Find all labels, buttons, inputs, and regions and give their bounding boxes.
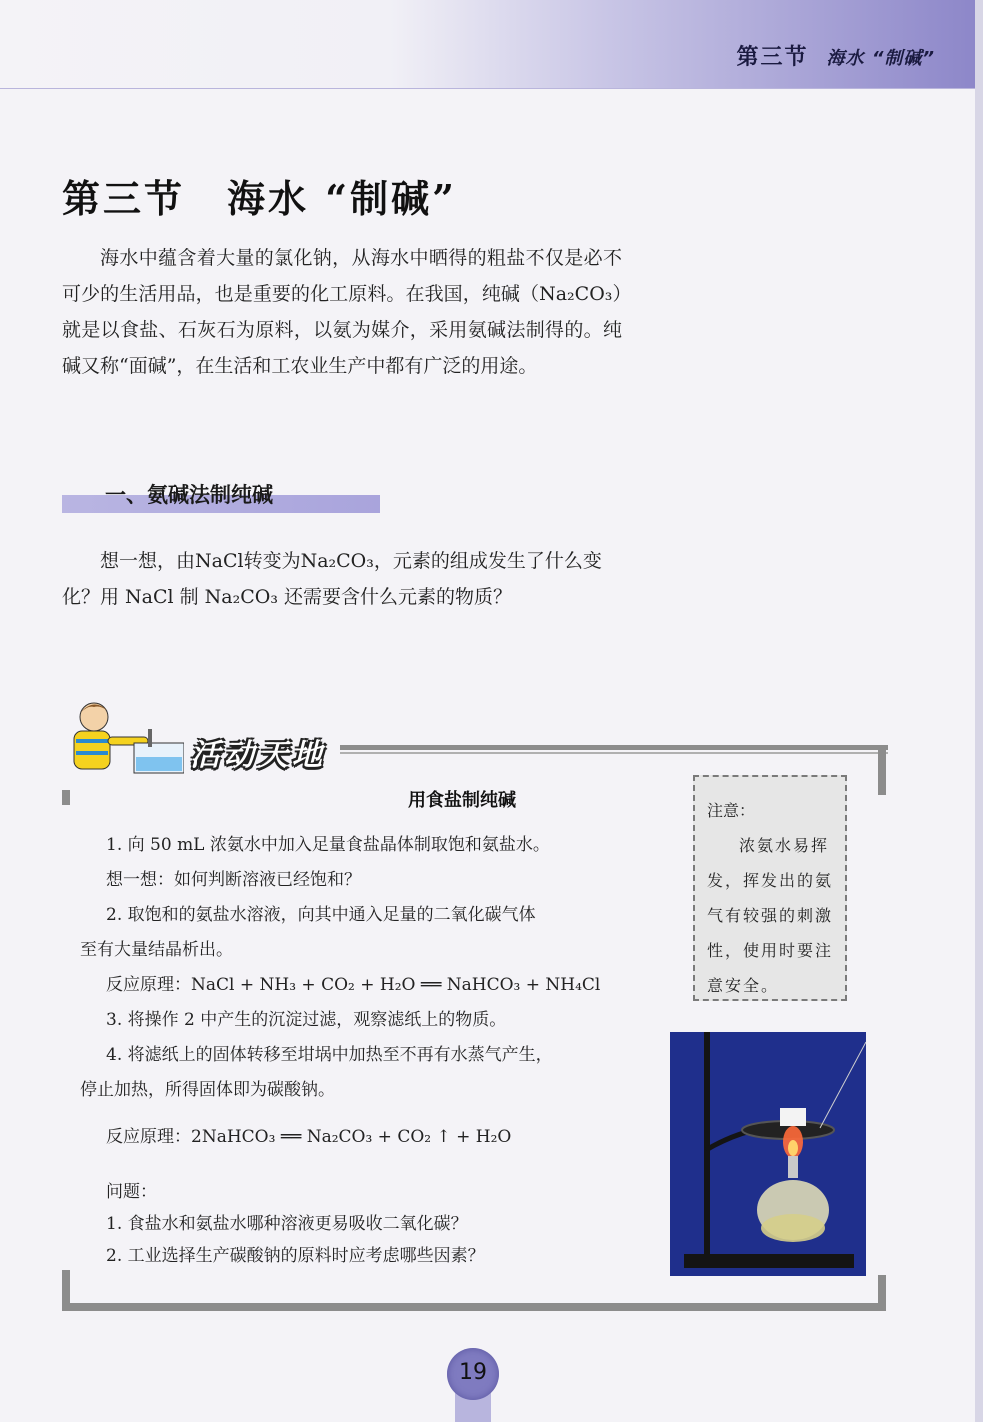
step-4: 4. 将滤纸上的固体转移至坩埚中加热至不再有水蒸气产生， <box>106 1045 553 1065</box>
questions <box>80 1176 660 1272</box>
step-4-cont: 停止加热，所得固体即为碳酸钠。 <box>80 1080 335 1100</box>
running-header <box>0 0 975 89</box>
frame-bottom-border <box>62 1303 886 1311</box>
question-2: 2. 工业选择生产碳酸钠的原料时应考虑哪些因素？ <box>106 1246 485 1266</box>
note-label: 注意： <box>707 801 756 820</box>
subheading: 一、氨碱法制纯碱 <box>105 483 273 507</box>
section-title: 第三节 海水 “制碱” <box>62 176 457 221</box>
activity-badge: 活动天地 <box>190 738 326 773</box>
think-paragraph: 想一想，由NaCl转变为Na₂CO₃，元素的组成发生了什么变化？用 NaCl 制 Na₂CO₃ 还需要含什么元素的物质？ <box>62 550 602 608</box>
step-1: 1. 向 50 mL 浓氨水中加入足量食盐晶体制取饱和氨盐水。 <box>106 835 550 855</box>
intro-paragraph: 海水中蕴含着大量的氯化钠，从海水中晒得的粗盐不仅是必不可少的生活用品，也是重要的化工原料。在我国，纯碱（Na₂CO₃）就是以食盐、石灰石为原料，以氨为媒介，采用氨碱法制得的。纯碱又称“面碱”，在生活和工农业生产中都有广泛的用途。 <box>62 247 622 377</box>
frame-top-border-inner <box>340 752 888 754</box>
step-1-think: 想一想：如何判断溶液已经饱和？ <box>106 870 361 890</box>
header-title: 第三节 海水 “制碱” <box>736 45 935 70</box>
step-2-cont: 至有大量结晶析出。 <box>80 940 233 960</box>
reaction-2: 反应原理：2NaHCO₃ ══ Na₂CO₃ + CO₂ ↑ + H₂O <box>106 1127 512 1147</box>
frame-right-border-top <box>878 745 886 795</box>
reaction-1: 反应原理：NaCl + NH₃ + CO₂ + H₂O ══ NaHCO₃ + NH₄Cl <box>106 975 601 995</box>
frame-left-border-bottom <box>62 1270 70 1308</box>
step-3: 3. 将操作 2 中产生的沉淀过滤，观察滤纸上的物质。 <box>106 1010 507 1030</box>
activity-title: 用食盐制纯碱 <box>408 790 516 811</box>
child-experiment-illustration <box>64 695 184 785</box>
safety-note <box>693 775 847 1001</box>
page-number: 19 <box>459 1360 487 1385</box>
activity-steps <box>80 828 660 1155</box>
page-edge <box>975 0 983 1422</box>
questions-label: 问题： <box>106 1182 157 1202</box>
question-1: 1. 食盐水和氨盐水哪种溶液更易吸收二氧化碳？ <box>106 1214 468 1234</box>
step-2: 2. 取饱和的氨盐水溶液，向其中通入足量的二氧化碳气体 <box>106 905 536 925</box>
heating-apparatus-photo <box>670 1032 866 1276</box>
frame-top-border <box>340 745 888 750</box>
note-body: 浓氨水易挥发，挥发出的氨气有较强的刺激性，使用时要注意安全。 <box>707 836 834 995</box>
frame-left-border-top <box>62 790 70 805</box>
